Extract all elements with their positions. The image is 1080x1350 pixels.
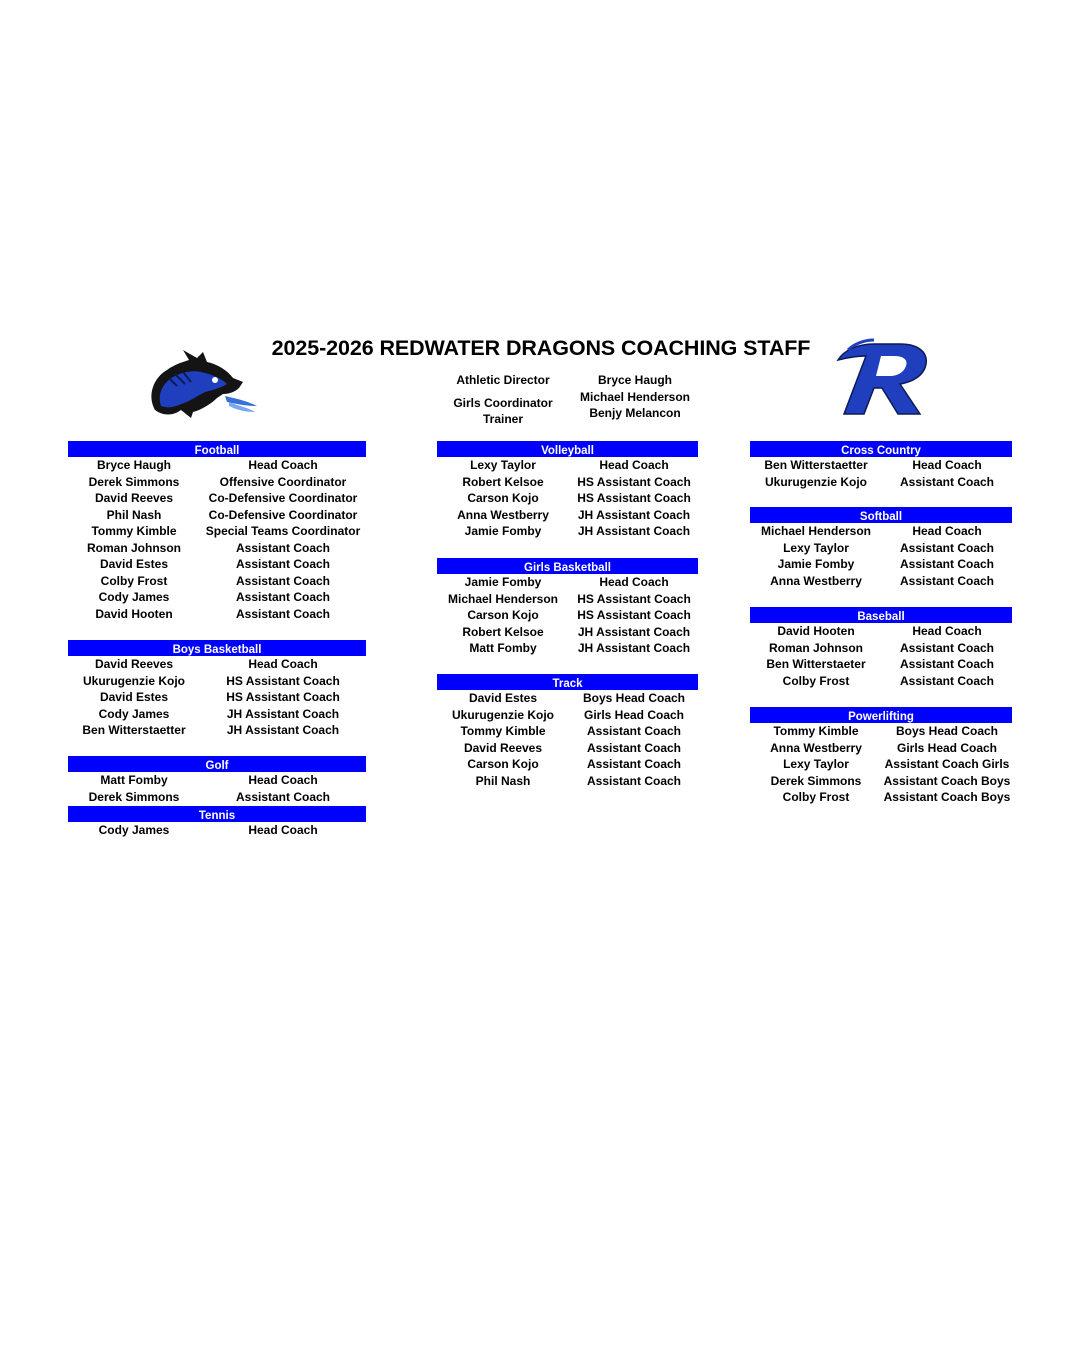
staff-row (750, 773, 1012, 790)
coach-role: Head Coach (248, 657, 318, 671)
coach-name: David Estes (99, 690, 169, 704)
coach-name: Cody James (98, 706, 170, 721)
staff-row (750, 789, 1012, 806)
coach-name: David Reeves (463, 740, 543, 755)
staff-row (68, 689, 366, 706)
coach-role: Head Coach (912, 458, 982, 472)
staff-row (437, 490, 698, 507)
coach-role: HS Assistant Coach (226, 690, 340, 704)
coach-name: Robert Kelsoe (462, 624, 544, 639)
staff-row (437, 523, 698, 540)
staff-row (68, 540, 366, 557)
section-softball (750, 507, 1012, 589)
coach-role: Assistant Coach (235, 789, 331, 804)
coach-name: Ben Witterstaetter (82, 723, 186, 737)
staff-row (750, 656, 1012, 673)
coach-name: Anna Westberry (770, 573, 862, 588)
coach-role: Boys Head Coach (895, 724, 999, 738)
section-header: Golf (68, 756, 366, 772)
coach-role: Head Coach (599, 458, 669, 472)
section-header: Football (68, 441, 366, 457)
coach-role: Assistant Coach (899, 657, 995, 671)
coach-name: Tommy Kimble (460, 724, 546, 738)
section-header: Boys Basketball (68, 640, 366, 656)
coach-role: Assistant Coach (586, 724, 682, 738)
coach-role: Assistant Coach Girls (884, 757, 1010, 771)
admin-name: Bryce Haugh (597, 373, 673, 387)
coach-name: David Reeves (94, 657, 174, 671)
coach-name: Phil Nash (475, 773, 531, 788)
staff-row (750, 640, 1012, 657)
coach-name: Roman Johnson (768, 640, 863, 655)
coach-role: Assistant Coach (899, 540, 995, 555)
section-football (68, 441, 366, 622)
staff-row (68, 507, 366, 524)
staff-row (68, 722, 366, 739)
coach-role: Assistant Coach (899, 573, 995, 588)
section-golf (68, 756, 366, 805)
coach-role: Special Teams Coordinator (205, 524, 361, 538)
coach-role: HS Assistant Coach (577, 474, 691, 489)
coach-name: Anna Westberry (457, 507, 549, 522)
admin-name: Michael Henderson (579, 390, 691, 404)
coach-name: Derek Simmons (88, 789, 180, 804)
coach-name: Michael Henderson (760, 524, 872, 538)
coach-name: Jamie Fomby (464, 524, 542, 538)
section-baseball (750, 607, 1012, 689)
coach-name: Ben Witterstaeter (766, 657, 866, 671)
coach-role: JH Assistant Coach (577, 624, 691, 639)
coach-role: Head Coach (912, 624, 982, 638)
coach-role: JH Assistant Coach (226, 706, 340, 721)
coach-name: Carson Kojo (467, 491, 539, 505)
staff-row (437, 607, 698, 624)
admin-role: Trainer (482, 412, 524, 426)
coach-name: Tommy Kimble (773, 724, 859, 738)
coach-role: Assistant Coach Boys (883, 773, 1011, 788)
coach-name: David Estes (468, 691, 538, 705)
coach-name: David Estes (99, 557, 169, 571)
staff-row (68, 789, 366, 806)
staff-row (68, 490, 366, 507)
admin-role: Girls Coordinator (453, 396, 553, 410)
coach-role: HS Assistant Coach (226, 673, 340, 688)
section-header: Baseball (750, 607, 1012, 623)
coach-name: Ben Witterstaetter (764, 458, 868, 472)
coach-role: Assistant Coach (586, 740, 682, 755)
coach-name: Jamie Fomby (464, 575, 542, 589)
staff-row (68, 606, 366, 623)
coach-name: Anna Westberry (770, 740, 862, 755)
coach-role: Assistant Coach (235, 557, 331, 571)
section-header: Softball (750, 507, 1012, 523)
coach-name: Phil Nash (106, 507, 162, 522)
coach-name: Ukurugenzie Kojo (764, 474, 867, 489)
coach-role: Head Coach (912, 524, 982, 538)
staff-row (68, 474, 366, 491)
coach-role: Assistant Coach Boys (883, 790, 1011, 804)
coach-role: Girls Head Coach (896, 740, 998, 755)
section-track (437, 674, 698, 789)
coach-role: Head Coach (248, 773, 318, 787)
staff-row (750, 723, 1012, 740)
section-powerlifting (750, 707, 1012, 806)
coach-name: Colby Frost (782, 673, 850, 688)
coach-role: Co-Defensive Coordinator (208, 491, 358, 505)
section-header: Tennis (68, 806, 366, 822)
coach-name: Michael Henderson (447, 591, 559, 606)
staff-row (68, 772, 366, 789)
coach-role: JH Assistant Coach (577, 524, 691, 538)
section-header: Powerlifting (750, 707, 1012, 723)
coach-name: Matt Fomby (100, 773, 168, 787)
staff-row (750, 540, 1012, 557)
staff-row (68, 589, 366, 606)
coach-name: Cody James (98, 823, 170, 837)
coach-name: David Hooten (95, 606, 173, 621)
staff-row (68, 573, 366, 590)
coach-name: Derek Simmons (88, 474, 180, 489)
section-cross-country (750, 441, 1012, 490)
staff-row (437, 591, 698, 608)
section-header: Girls Basketball (437, 558, 698, 574)
coach-role: Assistant Coach (586, 773, 682, 788)
coach-name: Colby Frost (100, 573, 168, 588)
coach-name: Lexy Taylor (470, 458, 536, 472)
coach-name: David Reeves (94, 491, 174, 505)
coach-role: HS Assistant Coach (577, 608, 691, 622)
staff-row (437, 624, 698, 641)
coach-name: Jamie Fomby (777, 557, 855, 571)
staff-row (437, 574, 698, 591)
coach-name: Bryce Haugh (96, 458, 172, 472)
coach-name: Carson Kojo (467, 608, 539, 622)
coach-role: Boys Head Coach (582, 691, 686, 705)
coach-name: Ukurugenzie Kojo (451, 707, 554, 722)
coach-name: Carson Kojo (467, 757, 539, 771)
staff-row (750, 474, 1012, 491)
coach-name: Lexy Taylor (783, 757, 849, 771)
coach-role: JH Assistant Coach (577, 507, 691, 522)
section-boys-basketball (68, 640, 366, 739)
coach-role: Assistant Coach (899, 640, 995, 655)
staff-row (437, 740, 698, 757)
coach-role: Assistant Coach (899, 673, 995, 688)
staff-row (750, 556, 1012, 573)
coach-name: Colby Frost (782, 790, 850, 804)
section-header: Volleyball (437, 441, 698, 457)
staff-row (68, 656, 366, 673)
coach-role: Assistant Coach (235, 573, 331, 588)
staff-row (750, 740, 1012, 757)
staff-row (437, 457, 698, 474)
coach-role: Girls Head Coach (583, 707, 685, 722)
admin-role: Athletic Director (456, 373, 550, 387)
coach-role: Head Coach (248, 823, 318, 837)
admin-block (436, 370, 702, 430)
staff-row (437, 756, 698, 773)
section-header: Cross Country (750, 441, 1012, 457)
coach-name: Derek Simmons (770, 773, 862, 788)
section-volleyball (437, 441, 698, 540)
staff-row (437, 474, 698, 491)
coach-role: HS Assistant Coach (577, 591, 691, 606)
staff-row (750, 573, 1012, 590)
section-tennis (68, 806, 366, 839)
staff-row (437, 723, 698, 740)
coach-name: Ukurugenzie Kojo (82, 673, 185, 688)
staff-row (750, 673, 1012, 690)
coach-role: JH Assistant Coach (226, 723, 340, 737)
coach-role: Assistant Coach (235, 606, 331, 621)
staff-row (68, 822, 366, 839)
coach-role: Assistant Coach (899, 557, 995, 571)
r-logo (834, 338, 932, 420)
staff-row (68, 556, 366, 573)
staff-row (437, 690, 698, 707)
staff-row (437, 773, 698, 790)
coach-name: Roman Johnson (86, 540, 181, 555)
staff-row (68, 523, 366, 540)
staff-row (750, 623, 1012, 640)
staff-row (437, 640, 698, 657)
coach-role: JH Assistant Coach (577, 641, 691, 655)
coach-role: Assistant Coach (235, 590, 331, 604)
page-title: 2025-2026 REDWATER DRAGONS COACHING STAFF (271, 336, 811, 360)
section-girls-basketball (437, 558, 698, 657)
coach-role: Co-Defensive Coordinator (208, 507, 358, 522)
coach-role: Offensive Coordinator (219, 474, 347, 489)
coach-name: Lexy Taylor (783, 540, 849, 555)
coach-name: Tommy Kimble (91, 524, 177, 538)
dragon-logo (145, 348, 260, 420)
coach-role: Head Coach (599, 575, 669, 589)
staff-row (68, 457, 366, 474)
staff-row (750, 523, 1012, 540)
coach-role: Assistant Coach (586, 757, 682, 771)
section-header: Track (437, 674, 698, 690)
admin-name: Benjy Melancon (589, 406, 681, 420)
coach-role: Head Coach (248, 458, 318, 472)
coach-role: Assistant Coach (899, 474, 995, 489)
coach-role: Assistant Coach (235, 540, 331, 555)
staff-row (750, 457, 1012, 474)
coach-name: Robert Kelsoe (462, 474, 544, 489)
coach-name: Cody James (98, 590, 170, 604)
coach-role: HS Assistant Coach (577, 491, 691, 505)
staff-row (437, 507, 698, 524)
coach-name: Matt Fomby (469, 641, 537, 655)
staff-row (750, 756, 1012, 773)
staff-row (68, 673, 366, 690)
staff-row (68, 706, 366, 723)
coach-name: David Hooten (777, 624, 855, 638)
staff-row (437, 707, 698, 724)
